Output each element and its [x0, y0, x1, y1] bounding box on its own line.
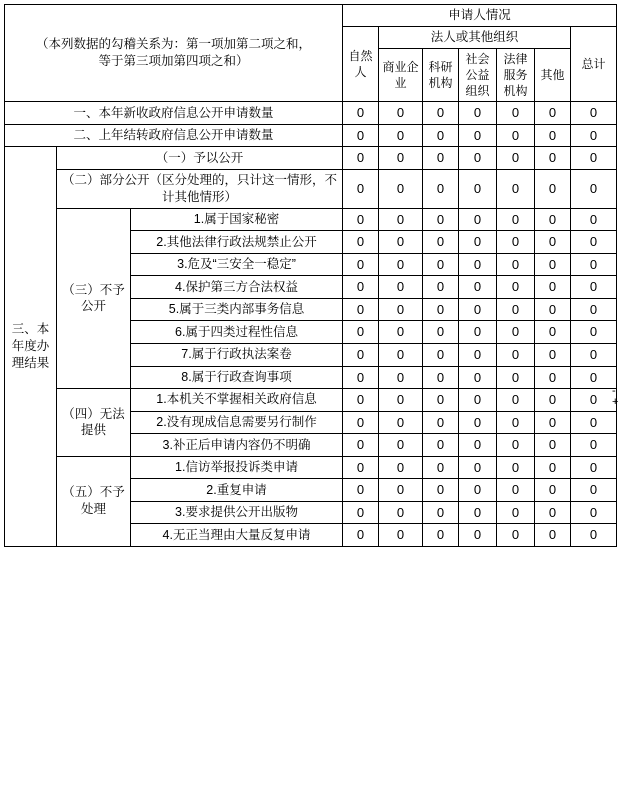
group-label-not-processed: （五）不予处理 — [57, 456, 131, 546]
cell-value: 0 — [379, 411, 423, 434]
cell-value: 0 — [459, 456, 497, 479]
sub-row-label: 2.其他法律行政法规禁止公开 — [131, 231, 343, 254]
document-sheet — [0, 4, 626, 811]
cell-value: 0 — [343, 343, 379, 366]
section-label-annual-processing-result: 三、本年度办理结果 — [5, 147, 57, 547]
cell-value: 0 — [535, 276, 571, 299]
cell-value: 0 — [423, 524, 459, 547]
cell-value: 0 — [423, 208, 459, 231]
cell-value: 0 — [497, 479, 535, 502]
cell-value: 0 — [423, 231, 459, 254]
cell-value: 0 — [343, 147, 379, 170]
cell-value: 0 — [497, 524, 535, 547]
cell-value: 0 — [459, 343, 497, 366]
cell-value: 0 — [379, 124, 423, 147]
sub-row-label: 3.补正后申请内容仍不明确 — [131, 434, 343, 457]
cell-value: 0 — [535, 479, 571, 502]
table-row — [5, 102, 617, 125]
cell-value: 0 — [423, 102, 459, 125]
cell-value: 0 — [571, 389, 617, 412]
cell-value: 0 — [379, 253, 423, 276]
sub-row-label: 2.没有现成信息需要另行制作 — [131, 411, 343, 434]
cell-value: 0 — [571, 124, 617, 147]
cell-value: 0 — [343, 253, 379, 276]
sub-row-label: 1.信访举报投诉类申请 — [131, 456, 343, 479]
cell-value: 0 — [343, 411, 379, 434]
cell-value: 0 — [379, 231, 423, 254]
cell-value: 0 — [379, 501, 423, 524]
cell-value: 0 — [535, 169, 571, 208]
cell-value: 0 — [459, 389, 497, 412]
cell-value: 0 — [497, 231, 535, 254]
cell-value: 0 — [571, 298, 617, 321]
cell-value: 0 — [459, 366, 497, 389]
table-row — [5, 124, 617, 147]
cell-value: 0 — [379, 208, 423, 231]
cell-value: 0 — [423, 169, 459, 208]
group-label-disclosed: （一）予以公开 — [57, 147, 343, 170]
cell-value: 0 — [535, 147, 571, 170]
cell-value: 0 — [459, 479, 497, 502]
table-header-row-1 — [5, 5, 617, 27]
cell-value: 0 — [497, 366, 535, 389]
cell-value: 0 — [571, 501, 617, 524]
cell-value: 0 — [343, 456, 379, 479]
group-label-not-disclosed: （三）不予公开 — [57, 208, 131, 388]
cell-value: 0 — [497, 276, 535, 299]
sub-row-label: 4.无正当理由大量反复申请 — [131, 524, 343, 547]
cell-value: 0 — [571, 208, 617, 231]
row-label-carryover-applications: 二、上年结转政府信息公开申请数量 — [5, 124, 343, 147]
sub-row-label: 1.本机关不掌握相关政府信息 — [131, 389, 343, 412]
cell-value: 0 — [343, 389, 379, 412]
table-row — [5, 169, 617, 208]
cell-value: 0 — [423, 147, 459, 170]
cell-value: 0 — [379, 321, 423, 344]
cell-value: 0 — [497, 298, 535, 321]
cell-value: 0 — [379, 434, 423, 457]
cell-value: 0 — [571, 411, 617, 434]
sub-row-label: 6.属于四类过程性信息 — [131, 321, 343, 344]
cell-value: 0 — [423, 298, 459, 321]
sub-row-label: 4.保护第三方合法权益 — [131, 276, 343, 299]
cell-value: 0 — [343, 321, 379, 344]
cell-value: 0 — [423, 124, 459, 147]
cell-value: 0 — [571, 253, 617, 276]
cell-value: 0 — [535, 411, 571, 434]
cell-value: 0 — [343, 208, 379, 231]
cell-value: 0 — [571, 147, 617, 170]
cell-value: 0 — [423, 411, 459, 434]
cell-value: 0 — [571, 524, 617, 547]
cell-value: 0 — [459, 501, 497, 524]
cell-value: 0 — [379, 366, 423, 389]
cell-value: 0 — [423, 389, 459, 412]
cell-value: 0 — [423, 479, 459, 502]
cell-value: 0 — [571, 366, 617, 389]
cell-value: 0 — [497, 124, 535, 147]
cell-value: 0 — [459, 411, 497, 434]
cell-value: 0 — [343, 479, 379, 502]
header-natural-person: 自然人 — [343, 26, 379, 101]
cell-value: 0 — [459, 102, 497, 125]
cell-value: 0 — [535, 456, 571, 479]
cell-value: 0 — [343, 124, 379, 147]
cell-value: 0 — [497, 389, 535, 412]
cell-value: 0 — [497, 102, 535, 125]
cell-value: 0 — [423, 276, 459, 299]
cell-value: 0 — [343, 276, 379, 299]
cell-value: 0 — [423, 501, 459, 524]
sub-row-label: 3.危及“三安全一稳定” — [131, 253, 343, 276]
cell-value: 0 — [343, 231, 379, 254]
cell-value: 0 — [459, 169, 497, 208]
header-social-welfare-org: 社会公益组织 — [459, 48, 497, 102]
cell-value: 0 — [571, 231, 617, 254]
table-row — [5, 147, 617, 170]
cell-value: 0 — [343, 298, 379, 321]
cell-value: 0 — [571, 479, 617, 502]
header-applicant-situation: 申请人情况 — [343, 5, 617, 27]
cell-value: 0 — [497, 169, 535, 208]
sub-row-label: 1.属于国家秘密 — [131, 208, 343, 231]
cell-value: 0 — [343, 434, 379, 457]
header-other: 其他 — [535, 48, 571, 102]
cell-value: 0 — [571, 276, 617, 299]
cell-value: 0 — [535, 253, 571, 276]
cell-value: 0 — [343, 169, 379, 208]
edge-mark-dash: - — [612, 385, 616, 397]
cell-value: 0 — [497, 501, 535, 524]
cell-value: 0 — [459, 276, 497, 299]
sub-row-label: 8.属于行政查询事项 — [131, 366, 343, 389]
cuji-note-cell — [5, 5, 343, 102]
header-legal-or-other-org: 法人或其他组织 — [379, 26, 571, 48]
cell-value: 0 — [423, 253, 459, 276]
cell-value: 0 — [497, 208, 535, 231]
government-information-disclosure-table — [4, 4, 617, 547]
cell-value: 0 — [379, 389, 423, 412]
cell-value: 0 — [459, 524, 497, 547]
cell-value: 0 — [459, 298, 497, 321]
cell-value: 0 — [535, 434, 571, 457]
cell-value: 0 — [379, 147, 423, 170]
cell-value: 0 — [497, 253, 535, 276]
cell-value: 0 — [535, 366, 571, 389]
group-label-unable-to-provide: （四）无法提供 — [57, 389, 131, 457]
cell-value: 0 — [343, 102, 379, 125]
cell-value: 0 — [535, 501, 571, 524]
header-business-enterprise: 商业企业 — [379, 48, 423, 102]
cell-value: 0 — [343, 524, 379, 547]
cell-value: 0 — [423, 366, 459, 389]
cell-value: 0 — [571, 321, 617, 344]
cuji-note-line1: （本列数据的勾稽关系为：第一项加第二项之和， — [36, 37, 312, 52]
cell-value: 0 — [459, 124, 497, 147]
cell-value: 0 — [497, 321, 535, 344]
cell-value: 0 — [459, 321, 497, 344]
cell-value: 0 — [497, 343, 535, 366]
cell-value: 0 — [571, 169, 617, 208]
cell-value: 0 — [497, 456, 535, 479]
cell-value: 0 — [423, 343, 459, 366]
cuji-note-line2: 等于第三项加第四项之和） — [98, 54, 249, 69]
header-research-institute: 科研机构 — [423, 48, 459, 102]
cell-value: 0 — [497, 434, 535, 457]
header-total: 总计 — [571, 26, 617, 101]
cell-value: 0 — [535, 298, 571, 321]
table-row — [5, 389, 617, 412]
cell-value: 0 — [535, 321, 571, 344]
page-edge-marks — [612, 386, 626, 408]
cell-value: 0 — [379, 169, 423, 208]
cell-value: 0 — [459, 208, 497, 231]
cell-value: 0 — [343, 366, 379, 389]
edge-mark-plus: + — [612, 396, 619, 408]
cell-value: 0 — [459, 434, 497, 457]
sub-row-label: 7.属于行政执法案卷 — [131, 343, 343, 366]
cell-value: 0 — [379, 456, 423, 479]
cell-value: 0 — [379, 102, 423, 125]
row-label-new-applications: 一、本年新收政府信息公开申请数量 — [5, 102, 343, 125]
cell-value: 0 — [535, 102, 571, 125]
cell-value: 0 — [571, 343, 617, 366]
cell-value: 0 — [459, 231, 497, 254]
cell-value: 0 — [571, 102, 617, 125]
table-row — [5, 456, 617, 479]
sub-row-label: 5.属于三类内部事务信息 — [131, 298, 343, 321]
cell-value: 0 — [571, 434, 617, 457]
cell-value: 0 — [571, 456, 617, 479]
cell-value: 0 — [343, 501, 379, 524]
cell-value: 0 — [535, 208, 571, 231]
cell-value: 0 — [459, 253, 497, 276]
cell-value: 0 — [379, 343, 423, 366]
cell-value: 0 — [423, 434, 459, 457]
cell-value: 0 — [535, 524, 571, 547]
cell-value: 0 — [497, 411, 535, 434]
cell-value: 0 — [379, 298, 423, 321]
sub-row-label: 3.要求提供公开出版物 — [131, 501, 343, 524]
cell-value: 0 — [535, 389, 571, 412]
cell-value: 0 — [535, 343, 571, 366]
cell-value: 0 — [423, 321, 459, 344]
cell-value: 0 — [423, 456, 459, 479]
header-legal-service-org: 法律服务机构 — [497, 48, 535, 102]
sub-row-label: 2.重复申请 — [131, 479, 343, 502]
cell-value: 0 — [535, 231, 571, 254]
cell-value: 0 — [497, 147, 535, 170]
cell-value: 0 — [379, 276, 423, 299]
cell-value: 0 — [379, 479, 423, 502]
cell-value: 0 — [459, 147, 497, 170]
group-label-partially-disclosed: （二）部分公开（区分处理的，只计这一情形，不计其他情形） — [57, 169, 343, 208]
cell-value: 0 — [379, 524, 423, 547]
cell-value: 0 — [535, 124, 571, 147]
table-row — [5, 208, 617, 231]
